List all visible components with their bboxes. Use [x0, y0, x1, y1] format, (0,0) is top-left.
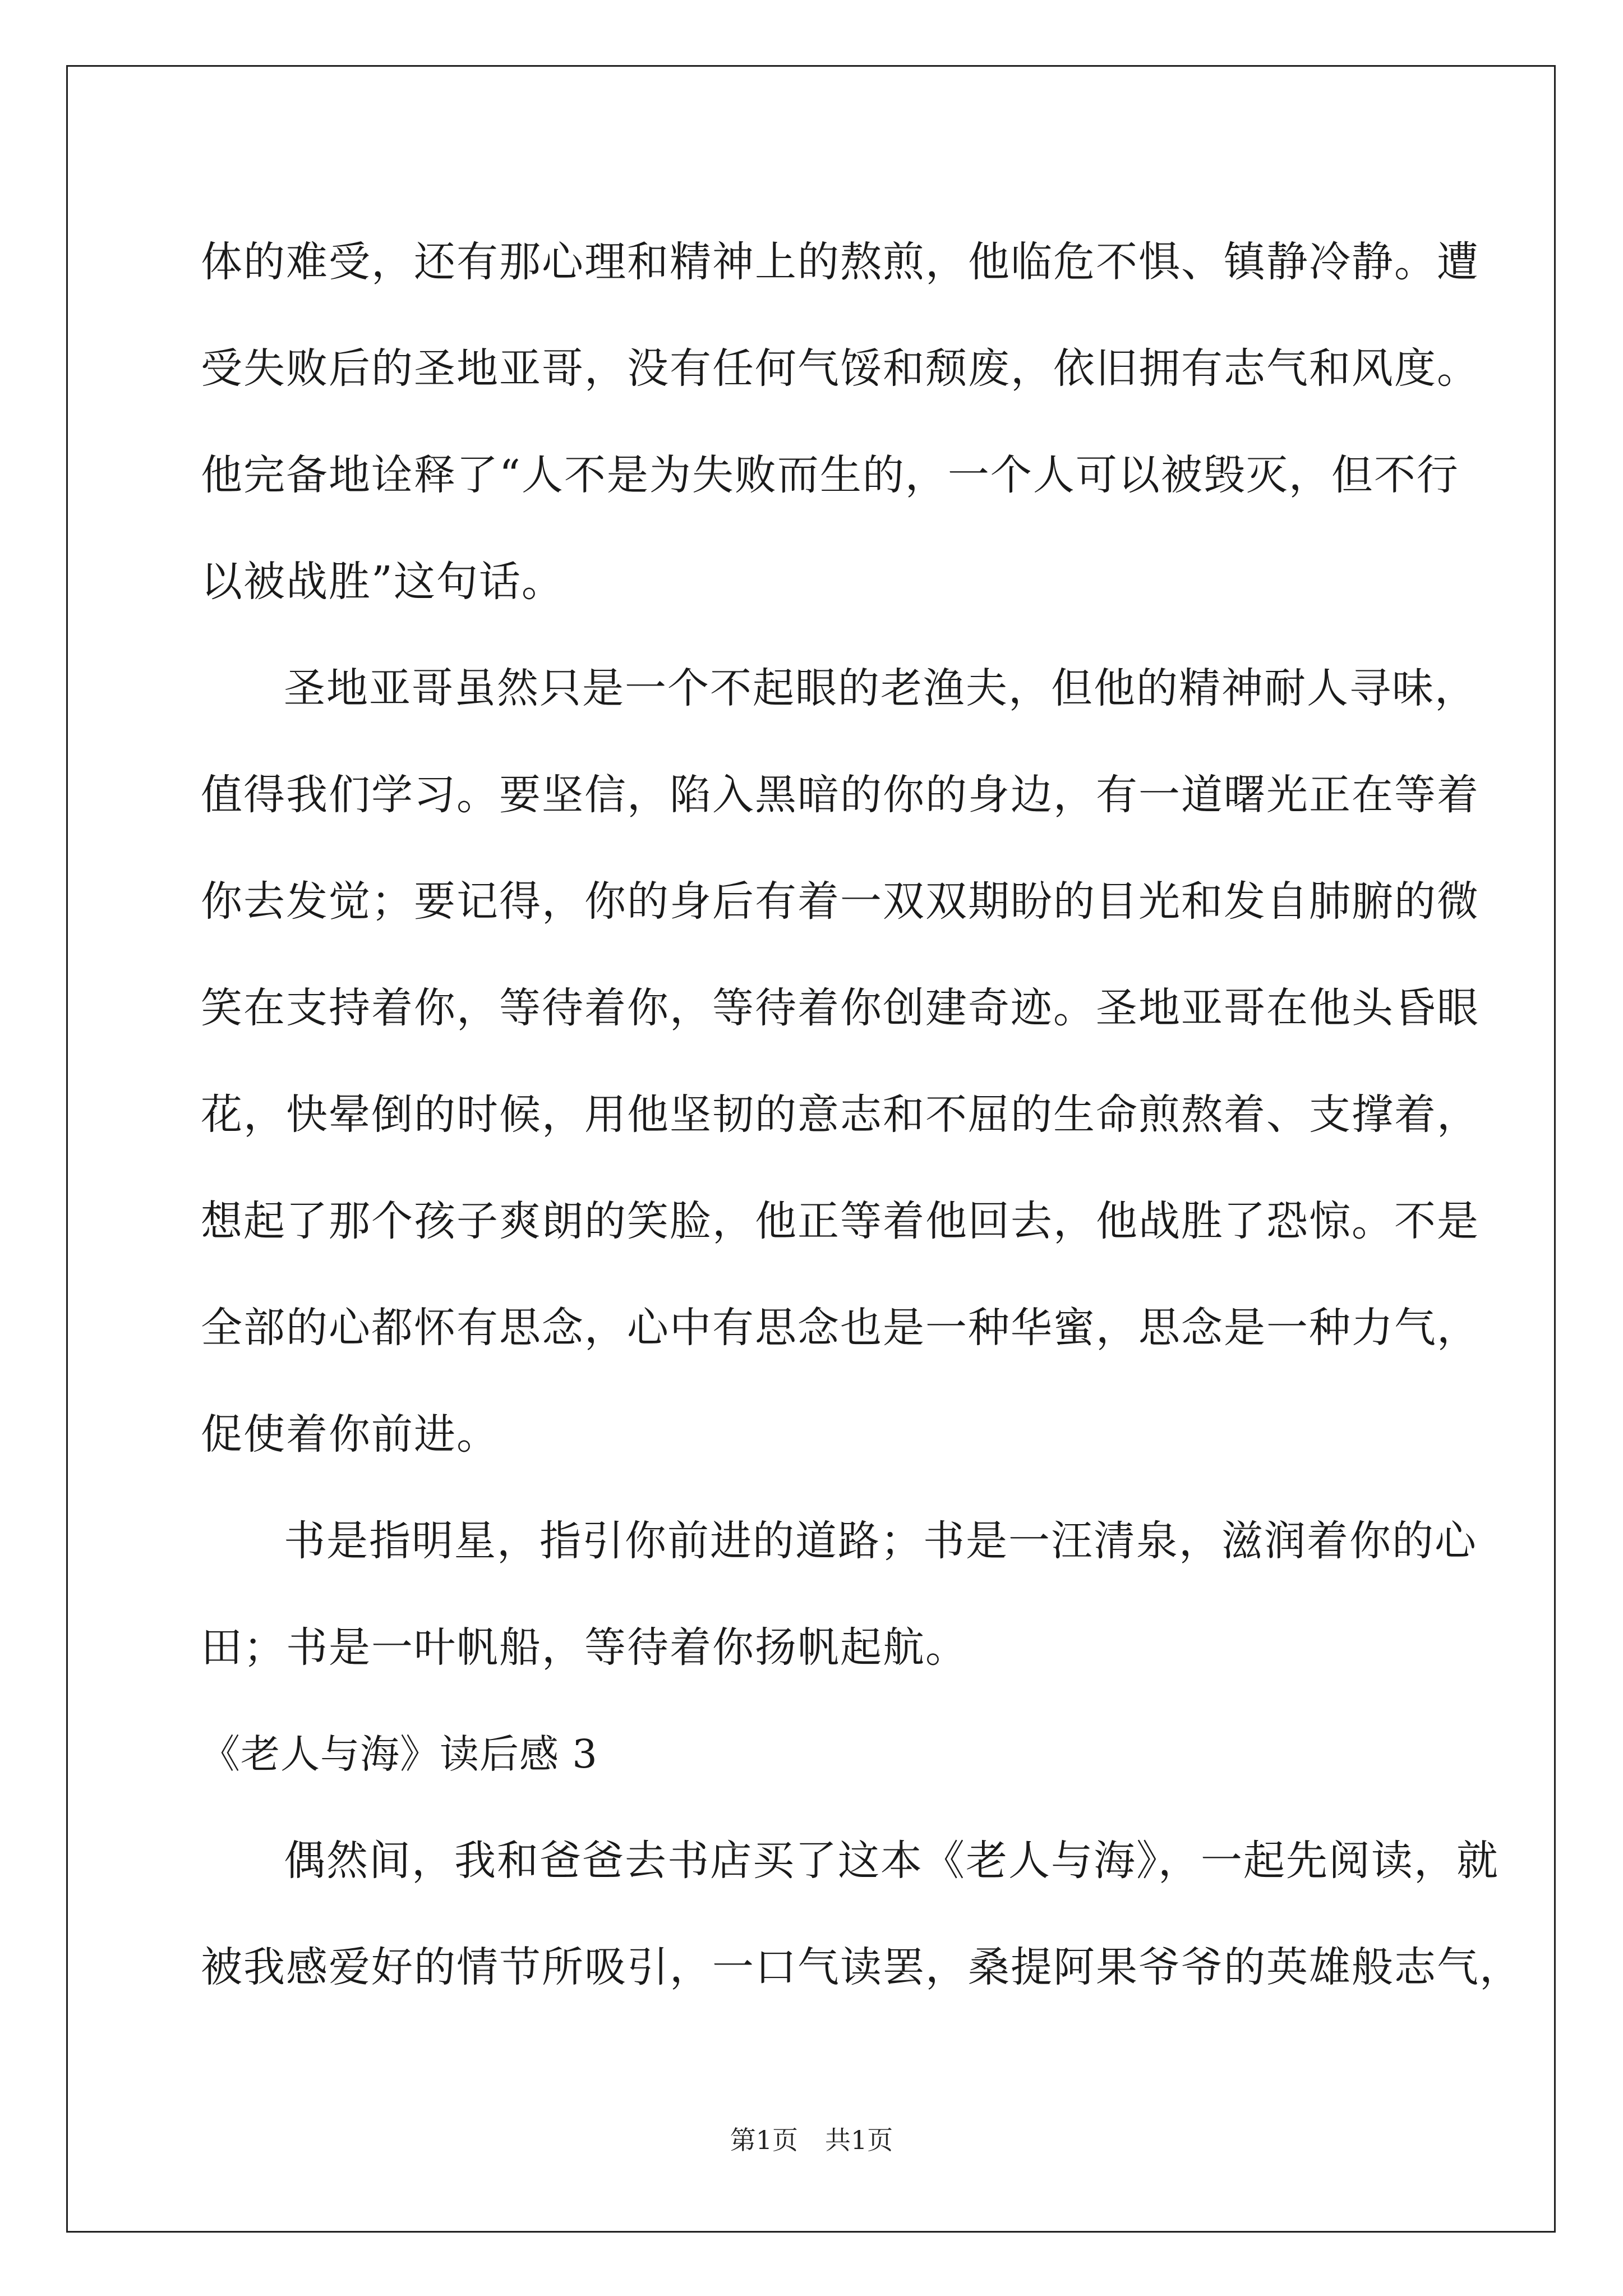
text-line: 田；书是一叶帆船，等待着你扬帆起航。 [201, 1623, 968, 1672]
text-line: 值得我们学习。要坚信，陷入黑暗的你的身边，有一道曙光正在等着 [201, 771, 1479, 819]
text-line: 你去发觉；要记得，你的身后有着一双双期盼的目光和发自肺腑的微 [201, 877, 1479, 926]
document-body [201, 209, 1522, 2021]
text-line: 被我感爱好的情节所吸引，一口气读罢，桑提阿果爷爷的英雄般志气， [201, 1943, 1522, 1991]
text-line: 受失败后的圣地亚哥，没有任何气馁和颓废，依旧拥有志气和风度。 [201, 344, 1479, 393]
page-footer [0, 2123, 1623, 2157]
text-line: 促使着你前进。 [201, 1410, 499, 1458]
text-line: 全部的心都怀有思念，心中有思念也是一种华蜜，思念是一种力气， [201, 1304, 1479, 1352]
text-line: 想起了那个孩子爽朗的笑脸，他正等着他回去，他战胜了恐惊。不是 [201, 1197, 1479, 1245]
paragraph-first-line: 书是指明星，指引你前进的道路；书是一汪清泉，滋润着你的心 [284, 1517, 1477, 1565]
page-number-current: 第1页 [730, 2125, 798, 2155]
page-number-total: 共1页 [825, 2125, 893, 2155]
section-heading: 《老人与海》读后感 3 [201, 1731, 598, 1777]
text-line: 花，快晕倒的时候，用他坚韧的意志和不屈的生命煎熬着、支撑着， [201, 1091, 1479, 1139]
paragraph-first-line: 圣地亚哥虽然只是一个不起眼的老渔夫，但他的精神耐人寻味， [284, 664, 1477, 712]
paragraph-first-line: 偶然间，我和爸爸去书店买了这本《老人与海》，一起先阅读，就 [284, 1837, 1499, 1885]
text-line: 笑在支持着你，等待着你，等待着你创建奇迹。圣地亚哥在他头昏眼 [201, 984, 1479, 1032]
text-line: 他完备地诠释了“人不是为失败而生的，一个人可以被毁灭，但不行 [201, 451, 1459, 499]
text-line: 以被战胜”这句话。 [201, 558, 564, 606]
text-line: 体的难受，还有那心理和精神上的熬煎，他临危不惧、镇静冷静。遭 [201, 238, 1479, 286]
